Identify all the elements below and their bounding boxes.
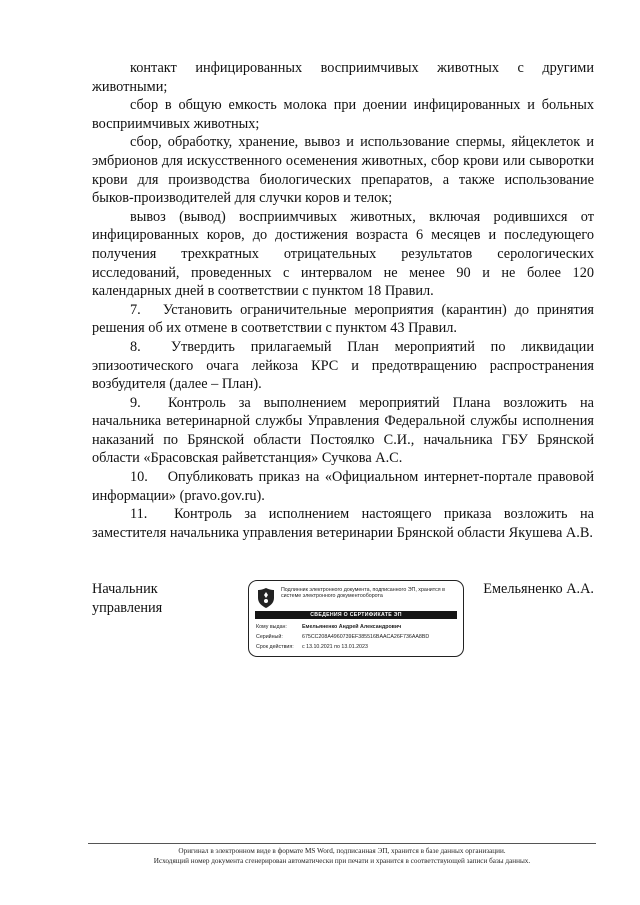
stamp-note: Подлинник электронного документа, подписанного ЭП, хранится в системе электронного документооборота xyxy=(281,587,445,600)
issued-to-label: Кому выдан: xyxy=(256,624,287,630)
validity-label: Срок действия: xyxy=(256,644,294,650)
serial-label: Серийный: xyxy=(256,634,283,640)
stamp-row-serial xyxy=(256,632,461,642)
paragraph: контакт инфицированных восприимчивых животных с другими животными; xyxy=(92,60,594,95)
stamp-certificate-header: СВЕДЕНИЯ О СЕРТИФИКАТЕ ЭП xyxy=(255,611,457,619)
electronic-signature-stamp xyxy=(248,580,464,657)
stamp-row-issued-to xyxy=(256,622,461,632)
footer-line-2: Исходящий номер документа сгенерирован автоматически при печати и хранится в соответствующей записи базы данных. xyxy=(153,856,531,865)
paragraph: 8. Утвердить прилагаемый План мероприятий по ликвидации эпизоотического очага лейкоза КРС и предотвращению распространения возбудителя (далее – План). xyxy=(92,338,594,393)
paragraph: вывоз (вывод) восприимчивых животных, включая родившихся от инфицированных коров, до достижения возраста 6 месяцев и последующего получения трехкратных отрицательных результатов серологических исследований, проведенных с интервалом не менее 90 и не более 120 календарных дней в соответствии с пунктом 18 Правил. xyxy=(92,208,594,300)
page-footer xyxy=(88,847,596,866)
serial-value: 675CC208A4960739EF385516BAACA26F736AA8BD xyxy=(302,634,430,640)
signature-block xyxy=(92,580,594,660)
paragraph: 10. Опубликовать приказ на «Официальном интернет-портале правовой информации» (pravo.gov.ru). xyxy=(92,469,594,504)
paragraph: 11. Контроль за исполнением настоящего приказа возложить на заместителя начальника управления ветеринарии Брянской области Якушева А.В. xyxy=(92,506,594,541)
signer-name: Емельяненко А.А. xyxy=(483,581,594,597)
coat-of-arms-icon xyxy=(256,587,276,609)
stamp-details xyxy=(256,622,461,652)
paragraph: 9. Контроль за выполнением мероприятий Плана возложить на начальника ветеринарной службы Управления Федеральной службы исполнения наказаний по Брянской области Постоялко С.И., начальника ГБУ Брянской области «Брасовская райветстанция» Сучкова А.С. xyxy=(92,394,594,467)
paragraph: сбор в общую емкость молока при доении инфицированных и больных восприимчивых животных; xyxy=(92,97,594,132)
signer-role: Начальник управления xyxy=(92,581,163,616)
footer-divider xyxy=(88,843,596,844)
paragraph: сбор, обработку, хранение, вывоз и использование спермы, яйцеклеток и эмбрионов для искусственного осеменения животных, сбор крови или сыворотки крови для производства биологических препаратов, а также использование быков-производителей для случки коров и телок; xyxy=(92,134,594,207)
footer-line-1: Оригинал в электронном виде в формате MS Word, подписанная ЭП, хранится в базе данных организации. xyxy=(178,847,506,855)
validity-value: с 13.10.2021 по 13.01.2023 xyxy=(302,644,368,650)
document-body xyxy=(92,59,594,542)
paragraph: 7. Установить ограничительные мероприятия (карантин) до принятия решения об их отмене в соответствии с пунктом 43 Правил. xyxy=(92,301,594,337)
issued-to-value: Емельяненко Андрей Александрович xyxy=(302,624,402,630)
stamp-row-validity xyxy=(256,642,461,652)
